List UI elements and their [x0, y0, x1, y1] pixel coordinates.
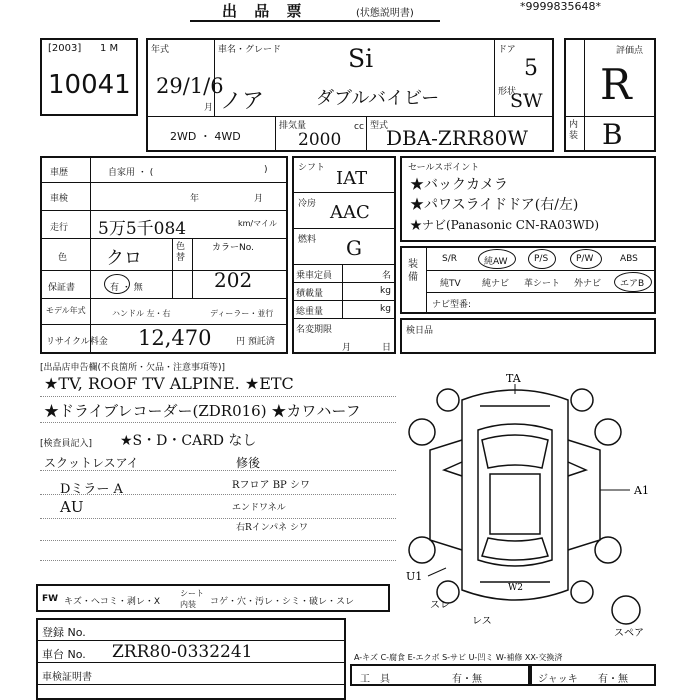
color-no-label: カラーNo. [212, 243, 254, 253]
fw-legend-box [36, 584, 390, 612]
fw-label: FW [42, 594, 59, 604]
jack-label: ジャッキ [538, 674, 578, 685]
inspector-item-left-2: Dミラー A [60, 482, 123, 497]
year-value: 29/1/6 [156, 74, 224, 98]
history-label: 車歴 [50, 168, 69, 178]
interior-label: 内装 [569, 120, 579, 141]
spare-tire-icon [612, 596, 640, 624]
model-value: DBA-ZRR80W [386, 126, 528, 150]
color-label: 色 [58, 253, 68, 263]
tools-label: 工 具 [360, 674, 390, 685]
reg-no-label: 登録 No. [42, 626, 86, 639]
diagram-top-mark: TA [506, 372, 521, 385]
notes-line-1: ★TV, ROOF TV ALPINE. ★ETC [44, 374, 294, 393]
handle-label: ハンドル 左・右 [112, 309, 171, 318]
inspection-month: 月 [254, 194, 264, 204]
reg-deadline-label: 名変期限 [296, 325, 333, 335]
equip-aw: 純AW [484, 257, 508, 267]
inspector-note: ★S・D・CARD なし [120, 433, 257, 449]
inspection-label: 車検 [50, 194, 69, 204]
sales-point-box [400, 156, 656, 242]
equip-navi: 純ナビ [482, 279, 510, 289]
model-label: 型式 [370, 121, 389, 131]
score-box [564, 38, 656, 152]
equip-pw: P/W [576, 254, 594, 264]
notes-line-2: ★ドライブレコーダー(ZDR016) ★カワハーフ [44, 402, 361, 420]
model-year-label: モデル年式 [46, 306, 86, 315]
fw-interior: 内装 [180, 600, 196, 609]
equip-airbag-circle [614, 272, 652, 292]
fw-sheet: シート [180, 589, 204, 598]
equip-tv: 純TV [440, 279, 461, 289]
sales-point-3: ★ナビ(Panasonic CN-RA03WD) [410, 218, 600, 232]
lot-number: 10041 [48, 70, 131, 100]
cert-label: 車検証明書 [42, 672, 92, 683]
jack-box [530, 664, 656, 686]
history-value: 自家用 ・ ( [108, 168, 154, 178]
navi-model-label: ナビ型番: [432, 300, 472, 310]
recycle-unit: 円 預託済 [236, 337, 275, 347]
equip-ps: P/S [534, 254, 549, 264]
shift-label: シフト [298, 163, 326, 173]
year-label: 年式 [151, 45, 170, 55]
ac-label: 冷房 [298, 199, 317, 209]
equipment-box [400, 246, 656, 314]
equip-ext-navi: 外ナビ [574, 279, 602, 289]
notes-label: [出品店申告欄(不良箇所・欠品・注意事項等)] [40, 363, 226, 373]
diagram-bottom-mark-2: スレ [430, 600, 450, 611]
diagram-right-mark: A1 [634, 484, 649, 497]
sales-point-1: ★バックカメラ [410, 177, 508, 193]
lot-box [40, 38, 138, 116]
equip-ps-circle [528, 249, 556, 269]
mileage-unit: km/マイル [238, 219, 277, 228]
details-box [40, 156, 288, 354]
displacement-unit: cc [354, 122, 364, 132]
door-label: ドア [498, 45, 516, 55]
basic-info-box [146, 38, 554, 152]
drive-label: 2WD ・ 4WD [170, 130, 241, 143]
spare-label: スペア [614, 628, 644, 639]
equip-airbag: エアB [620, 279, 645, 289]
sales-label: セールスポイント [408, 163, 480, 173]
equip-leather: 革シート [524, 279, 561, 289]
equip-aw-circle [478, 249, 516, 269]
fuel-label: 燃料 [298, 235, 317, 245]
displacement-label: 排気量 [279, 121, 307, 131]
equip-sr: S/R [442, 254, 457, 264]
reg-day: 日 [382, 343, 392, 353]
inspection-year: 年 [190, 194, 200, 204]
lot-suffix: 1 M [100, 43, 119, 54]
load-unit: kg [380, 286, 391, 296]
middle-box [292, 156, 396, 354]
name-label: 車名・グレード [218, 45, 282, 55]
warranty-value: 有 ・ 無 [110, 283, 143, 293]
car-damage-diagram [400, 370, 670, 640]
diagram-bottom-mark-1: W2 [508, 583, 523, 593]
page-subtitle: (状態説明書) [356, 8, 414, 19]
weight-label: 総重量 [296, 307, 324, 317]
inspector-label: [検査員記入] [40, 439, 93, 449]
tools-box [350, 664, 530, 686]
history-close: ) [264, 165, 268, 175]
inspector-item-right-4: 右Rインパネ シワ [236, 523, 309, 533]
mileage-value: 5万5千084 [98, 219, 187, 239]
score-value: R [600, 60, 632, 109]
equip-pw-circle [570, 249, 602, 269]
reg-month: 月 [342, 343, 352, 353]
reference-code: *9999835648* [520, 0, 601, 13]
shape-value: SW [510, 90, 543, 112]
chassis-label: 車台 No. [42, 648, 86, 661]
displacement-value: 2000 [298, 130, 342, 150]
year-unit: 月 [204, 103, 214, 113]
recycle-label: リサイクル料金 [46, 337, 108, 347]
page-title: 出 品 票 [222, 2, 308, 20]
inspection-item-box [400, 318, 656, 354]
damage-code-legend: A-キズ C-腐食 E-エクボ S-サビ U-凹ミ W-補修 XX-交換済 [354, 653, 563, 662]
color-no-value: 202 [214, 268, 253, 292]
dealer-label: ディーラー・並行 [210, 309, 274, 318]
inspection-item-label: 検日品 [406, 326, 434, 336]
registration-box [36, 618, 346, 700]
color-value: クロ [106, 248, 142, 269]
inspector-item-right-1: 修後 [236, 456, 261, 470]
inspector-item-right-3: エンドワネル [232, 503, 286, 513]
fuel-value: G [346, 236, 362, 260]
grade-value: Si [348, 44, 374, 73]
year-tag: [2003] [48, 43, 82, 54]
equipment-label: 装備 [408, 259, 418, 283]
equip-abs: ABS [620, 254, 638, 264]
diagram-bottom-mark-3: レス [472, 616, 492, 627]
sales-point-2: ★パワスライドドア(右/左) [410, 197, 579, 213]
recycle-value: 12,470 [138, 326, 212, 350]
capacity-label: 乗車定員 [296, 271, 333, 281]
jack-value: 有・無 [598, 674, 628, 685]
chassis-value: ZRR80-0332241 [112, 642, 253, 662]
car-name: ノア [220, 89, 265, 114]
tools-value: 有・無 [452, 674, 482, 685]
inspector-item-right-2: Rフロア BP シワ [232, 480, 310, 491]
inspector-item-left-1: スクットレスアイ [44, 456, 139, 470]
diagram-left-bottom-mark: U1 [406, 570, 423, 583]
shape-label: 形状 [498, 87, 517, 97]
warranty-label: 保証書 [48, 283, 76, 293]
door-value: 5 [524, 56, 538, 81]
fw-text-2: コゲ・穴・汚レ・シミ・破レ・スレ [210, 597, 355, 607]
car-subname: ダブルバイビー [316, 88, 440, 109]
mileage-label: 走行 [50, 223, 69, 233]
score-label: 評価点 [616, 46, 644, 56]
interior-value: B [602, 118, 623, 151]
color-change-label: 色替 [176, 242, 186, 263]
shift-value: IAT [336, 168, 368, 189]
fw-text: キズ・ヘコミ・剥レ・Ⅹ [64, 597, 160, 607]
capacity-unit: 名 [382, 271, 392, 281]
inspector-item-left-3: AU [60, 498, 84, 516]
ac-value: AAC [330, 202, 370, 223]
warranty-circle [104, 274, 130, 294]
load-label: 積載量 [296, 289, 324, 299]
weight-unit: kg [380, 304, 391, 314]
